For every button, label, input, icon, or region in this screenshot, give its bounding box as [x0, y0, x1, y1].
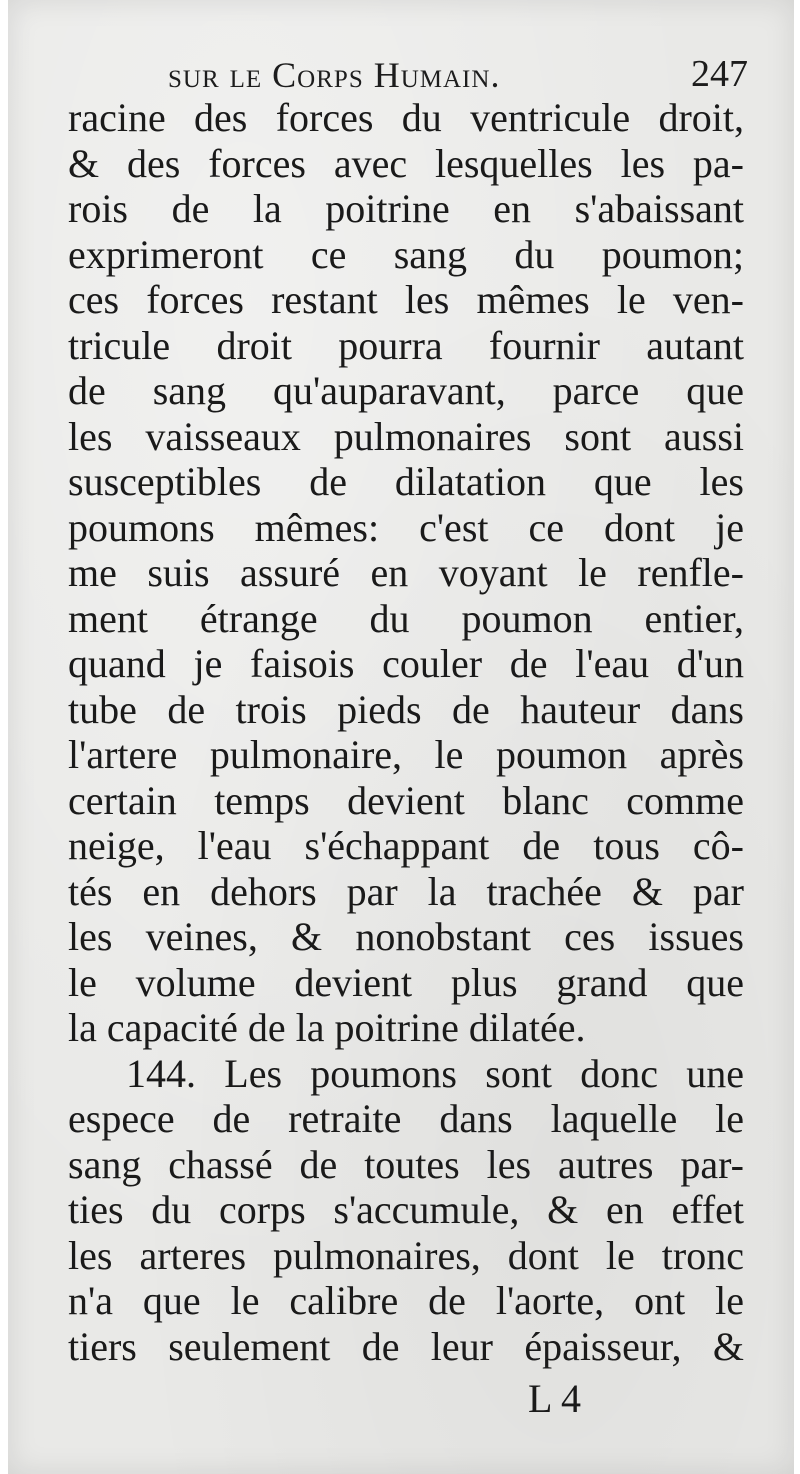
text-line: certain temps devient blanc comme: [68, 777, 744, 823]
text-line: ties du corps s'accumule, & en effet: [68, 1187, 744, 1232]
text-line: rois de la poitrine en s'abaissant: [68, 186, 744, 231]
text-line: les arteres pulmonaires, dont le tronc: [68, 1232, 744, 1278]
text-line: tiers seulement de leur épaisseur, &: [68, 1323, 744, 1369]
text-line: le volume devient plus grand que: [68, 959, 744, 1005]
text-line: poumons mêmes: c'est ce dont je: [68, 504, 744, 550]
running-head: [168, 50, 748, 100]
text-line: & des forces avec lesquelles les pa-: [68, 140, 744, 186]
text-line: ment étrange du poumon entier,: [68, 595, 744, 641]
text-line: les vaisseaux pulmonaires sont aussi: [68, 413, 744, 459]
text-line: les veines, & nonobstant ces issues: [68, 914, 744, 959]
running-title: sur le Corps Humain.: [168, 55, 501, 95]
body-text: [68, 95, 744, 1369]
text-line: tube de trois pieds de hauteur dans: [68, 686, 744, 732]
text-line: quand je faisois couler de l'eau d'un: [68, 641, 744, 686]
text-line: exprimeront ce sang du poumon;: [68, 231, 744, 277]
text-line-paragraph-start: 144. Les poumons sont donc une: [126, 1050, 744, 1096]
text-line-paragraph-end: la capacité de la poitrine dilatée.: [68, 1005, 586, 1050]
text-line: l'artere pulmonaire, le poumon après: [68, 732, 744, 777]
text-line: neige, l'eau s'échappant de tous cô-: [68, 823, 744, 868]
text-line: susceptibles de dilatation que les: [68, 459, 744, 504]
text-line: tricule droit pourra fournir autant: [68, 322, 744, 368]
text-line: ces forces restant les mêmes le ven-: [68, 277, 744, 322]
book-page: [8, 0, 794, 1474]
text-line: de sang qu'auparavant, parce que: [68, 368, 744, 413]
text-line: racine des forces du ventricule droit,: [68, 95, 744, 140]
text-line: sang chassé de toutes les autres par-: [68, 1141, 744, 1187]
text-line: tés en dehors par la trachée & par: [68, 868, 744, 914]
signature-mark: L 4: [528, 1376, 581, 1421]
page-number: 247: [691, 53, 748, 95]
text-line: espece de retraite dans laquelle le: [68, 1096, 744, 1141]
text-line: me suis assuré en voyant le renfle-: [68, 550, 744, 595]
text-line: n'a que le calibre de l'aorte, ont le: [68, 1278, 744, 1323]
